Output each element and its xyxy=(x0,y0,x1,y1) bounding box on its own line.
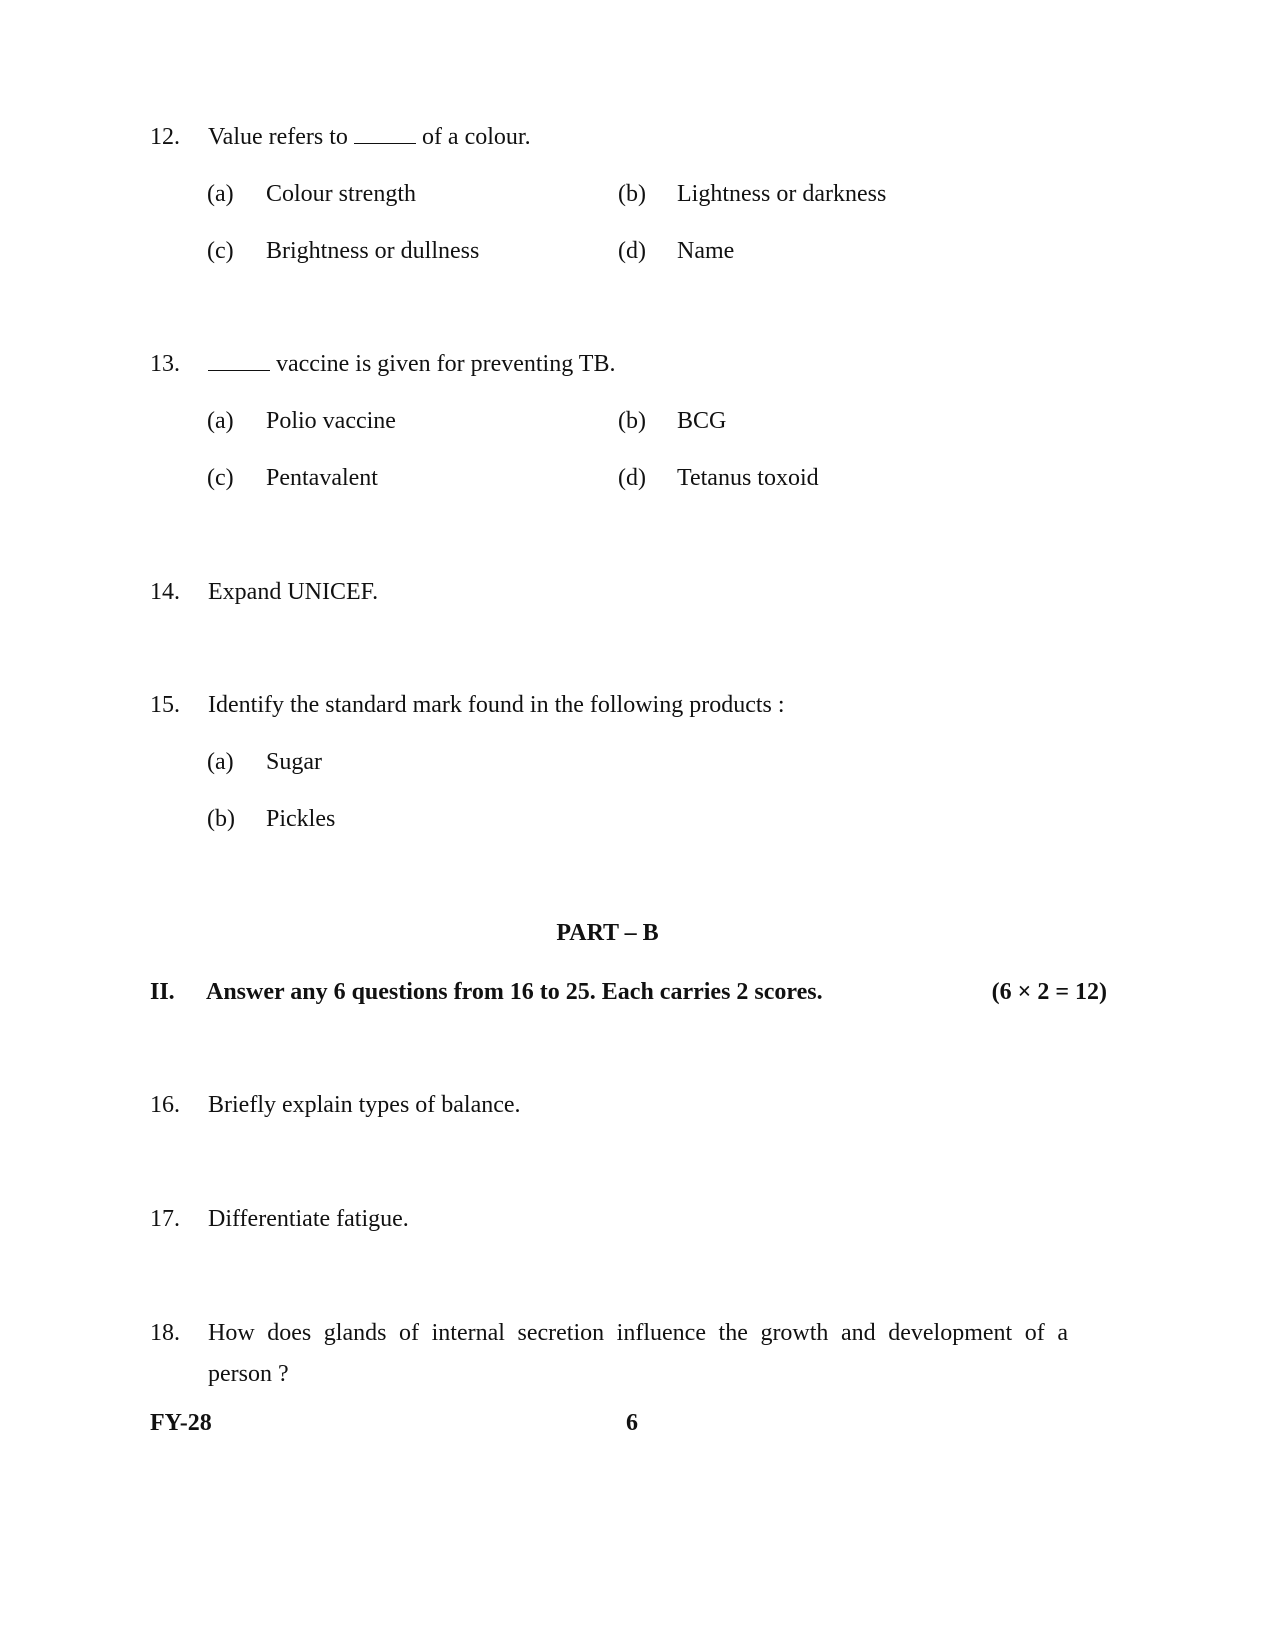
question-14-number: 14. xyxy=(150,579,180,605)
q13-option-a-label: (a) xyxy=(207,408,234,434)
section-ii-instruction: Answer any 6 questions from 16 to 25. Each carries 2 scores. xyxy=(206,979,823,1005)
q12-option-b-text: Lightness or darkness xyxy=(677,181,887,207)
answer-blank xyxy=(208,352,270,371)
question-13-number: 13. xyxy=(150,351,180,377)
q12-option-a-text: Colour strength xyxy=(266,181,416,207)
q15-option-a-label: (a) xyxy=(207,749,234,775)
q13-option-d-label: (d) xyxy=(618,465,646,491)
q15-option-a-text: Sugar xyxy=(266,749,322,775)
q13-option-c-label: (c) xyxy=(207,465,234,491)
question-15-number: 15. xyxy=(150,692,180,718)
q13-option-b-label: (b) xyxy=(618,408,646,434)
q12-option-d-text: Name xyxy=(677,238,735,264)
question-18-number: 18. xyxy=(150,1320,180,1346)
section-ii-number: II. xyxy=(150,979,175,1005)
question-12-text xyxy=(208,125,531,149)
question-14-text: Expand UNICEF. xyxy=(208,579,379,605)
question-18-text-line-1: How does glands of internal secretion influence the growth and development of a xyxy=(208,1320,1068,1346)
question-12-text-before: Value refers to xyxy=(208,124,348,150)
part-b-title: PART – B xyxy=(556,920,659,946)
q15-option-b-label: (b) xyxy=(207,806,235,832)
q13-option-b-text: BCG xyxy=(677,408,727,434)
question-12-number: 12. xyxy=(150,124,180,150)
question-13-text-after: vaccine is given for preventing TB. xyxy=(276,351,616,377)
answer-blank xyxy=(354,125,416,144)
question-17-number: 17. xyxy=(150,1206,180,1232)
paper-code: FY-28 xyxy=(150,1410,212,1436)
q13-option-d-text: Tetanus toxoid xyxy=(677,465,819,491)
q12-option-c-text: Brightness or dullness xyxy=(266,238,480,264)
question-17-text: Differentiate fatigue. xyxy=(208,1206,409,1232)
q12-option-b-label: (b) xyxy=(618,181,646,207)
q12-option-d-label: (d) xyxy=(618,238,646,264)
question-16-number: 16. xyxy=(150,1092,180,1118)
q15-option-b-text: Pickles xyxy=(266,806,336,832)
q13-option-c-text: Pentavalent xyxy=(266,465,378,491)
question-13-text xyxy=(208,352,615,376)
page-number: 6 xyxy=(626,1410,638,1436)
q13-option-a-text: Polio vaccine xyxy=(266,408,396,434)
section-ii-marks: (6 × 2 = 12) xyxy=(991,979,1107,1005)
question-16-text: Briefly explain types of balance. xyxy=(208,1092,521,1118)
question-12-text-after: of a colour. xyxy=(421,124,531,150)
question-18-text-line-2: person ? xyxy=(208,1361,289,1387)
question-15-text: Identify the standard mark found in the following products : xyxy=(208,692,785,718)
q12-option-a-label: (a) xyxy=(207,181,234,207)
q12-option-c-label: (c) xyxy=(207,238,234,264)
